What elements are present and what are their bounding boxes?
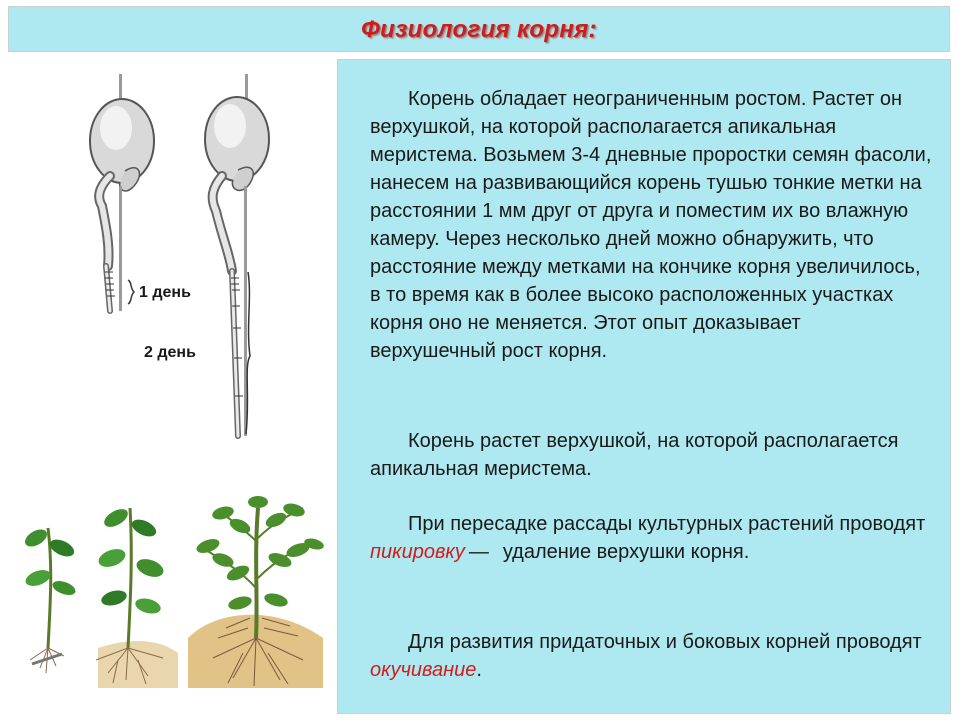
paragraph-pricking [370,510,932,566]
paragraph-hilling [370,628,932,684]
title-bar [8,6,950,52]
slide-title: Физиология корня: [361,16,597,43]
seedling-pruned [22,526,77,673]
term-hilling: окучивание [370,659,477,681]
seedling-day2 [205,74,269,436]
paragraph-apical-meristem: Корень растет верхушкой, на которой располагается апикальная меристема. [370,430,899,480]
pricking-dash: — [468,541,489,563]
pricking-text-before: При пересадке рассады культурных растений проводят [408,513,926,535]
pricking-text-after: удаление верхушки корня. [502,541,750,563]
day2-label: 2 день [144,344,196,361]
term-pricking: пикировку [370,541,465,563]
text-panel [337,59,951,714]
bean-seedlings-illustration [70,66,270,446]
transplanted-seedlings-illustration [18,488,328,688]
paragraph-root-growth: Корень обладает неограниченным ростом. Растет он верхушкой, на которой располагается апикальная меристема. Возьмем 3-4 дневные проростки семян фасоли, нанесем на развивающийся корень тушью тонкие метки на расстоянии 1 мм друг от друга и поместим их во влажную камеру. Через несколько дней можно обнаружить, что расстояние между метками на кончике корня увеличилось, в то время как в более высоко расположенных участках корня оно не меняется. Этот опыт доказывает верхушечный рост корня. [370,88,932,362]
day1-label: 1 день [139,284,191,301]
hilling-text-before: Для развития придаточных и боковых корней проводят [408,631,922,653]
hilling-text-after: . [476,659,482,681]
seedling-day1 [90,74,154,311]
